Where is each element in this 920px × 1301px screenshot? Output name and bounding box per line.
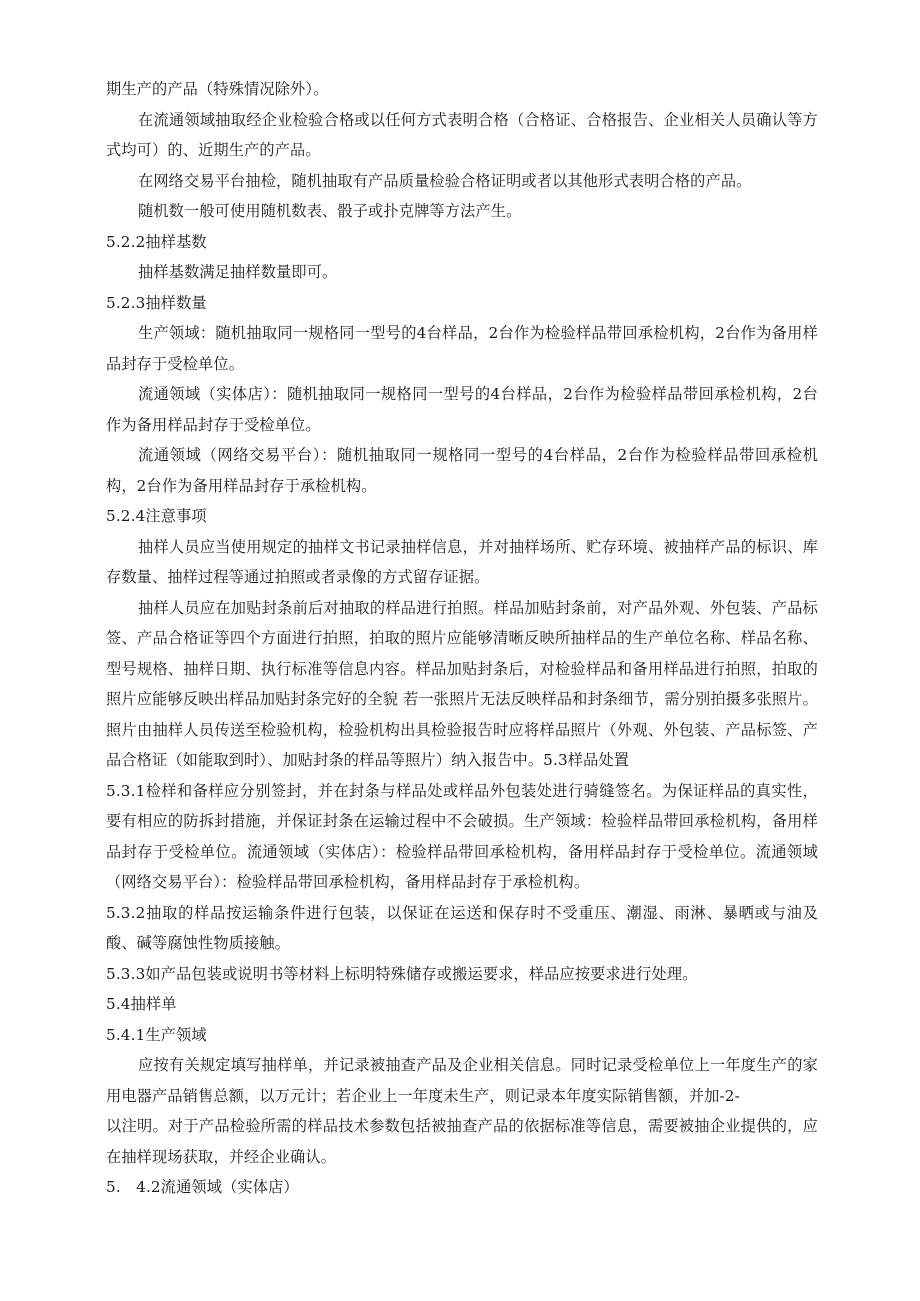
section-heading-5-2-2: 5.2.2抽样基数 [106, 232, 207, 251]
paragraph-p10: 抽样人员应在加贴封条前后对抽取的样品进行拍照。样品加贴封条前，对产品外观、外包装、产品标签、产品合格证等四个方面进行拍照，拍取的照片应能够清晰反映所抽样品的生产单位名称、样品名称、型号规格、抽样日期、执行标准等信息内容。样品加贴封条后，对检验样品和备用样品进行拍照，拍取的照片应能够反映出样品加贴封条完好的全貌 若一张照片无法反映样品和封条细节，需分别拍摄多张照片。照片由抽样人员传送至检验机构，检验机构出具检验报告时应将样品照片（外观、外包装、产品标签、产品合格证（如能取到时）、加贴封条的样品等照片）纳入报告中。5.3样品处置 [106, 598, 818, 769]
paragraph-p15: 以注明。对于产品检验所需的样品技术参数包括被抽查产品的依据标准等信息，需要被抽企业提供的，应在抽样现场获取，并经企业确认。 [106, 1117, 818, 1166]
section-heading-5-2-3: 5.2.3抽样数量 [106, 293, 207, 312]
section-heading-5-4: 5.4抽样单 [106, 995, 177, 1013]
paragraph-p9: 抽样人员应当使用规定的抽样文书记录抽样信息，并对抽样场所、贮存环境、被抽样产品的标识、库存数量、抽样过程等通过拍照或者录像的方式留存证据。 [106, 537, 818, 586]
section-heading-5-2-4: 5.2.4注意事项 [106, 507, 207, 525]
paragraph-p1: 期生产的产品（特殊情况除外）。 [106, 80, 329, 98]
paragraph-p2: 在流通领域抽取经企业检验合格或以任何方式表明合格（合格证、合格报告、企业相关人员确认等方式均可）的、近期生产的产品。 [106, 110, 818, 159]
section-heading-5-4-2: 5. 4.2流通领域（实体店） [106, 1178, 299, 1196]
paragraph-p5: 抽样基数满足抽样数量即可。 [138, 263, 338, 281]
paragraph-p3: 在网络交易平台抽检，随机抽取有产品质量检验合格证明或者以其他形式表明合格的产品。 [138, 171, 752, 190]
section-heading-5-4-1: 5.4.1生产领域 [106, 1025, 207, 1044]
document-body [106, 74, 818, 1203]
paragraph-p6: 生产领域：随机抽取同一规格同一型号的4台样品，2台作为检验样品带回承检机构，2台作为备用样品封存于受检单位。 [106, 324, 818, 373]
paragraph-p8: 流通领域（网络交易平台）：随机抽取同一规格同一型号的4台样品，2台作为检验样品带回承检机构，2台作为备用样品封存于承检机构。 [106, 446, 818, 495]
paragraph-p7: 流通领域（实体店）：随机抽取同一规格同一型号的4台样品，2台作为检验样品带回承检机构，2台作为备用样品封存于受检单位。 [106, 385, 818, 434]
paragraph-5-3-2: 5.3.2抽取的样品按运输条件进行包装，以保证在运送和保存时不受重压、潮湿、雨淋、暴晒或与油及酸、碱等腐蚀性物质接触。 [106, 903, 818, 952]
paragraph-p14: 应按有关规定填写抽样单，并记录被抽查产品及企业相关信息。同时记录受检单位上一年度生产的家用电器产品销售总额，以万元计；若企业上一年度未生产，则记录本年度实际销售额，并加-2- [106, 1056, 818, 1105]
paragraph-5-3-1: 5.3.1检样和备样应分别签封，并在封条与样品处或样品外包装处进行骑缝签名。为保证样品的真实性，要有相应的防拆封措施，并保证封条在运输过程中不会破损。生产领域：检验样品带回承检机构，备用样品封存于受检单位。流通领域（实体店）：检验样品带回承检机构，备用样品封存于受检单位。流通领域（网络交易平台）：检验样品带回承检机构，备用样品封存于承检机构。 [106, 781, 818, 891]
paragraph-p4: 随机数一般可使用随机数表、骰子或扑克牌等方法产生。 [138, 202, 522, 220]
paragraph-5-3-3: 5.3.3如产品包装或说明书等材料上标明特殊储存或搬运要求，样品应按要求进行处理。 [106, 964, 698, 983]
